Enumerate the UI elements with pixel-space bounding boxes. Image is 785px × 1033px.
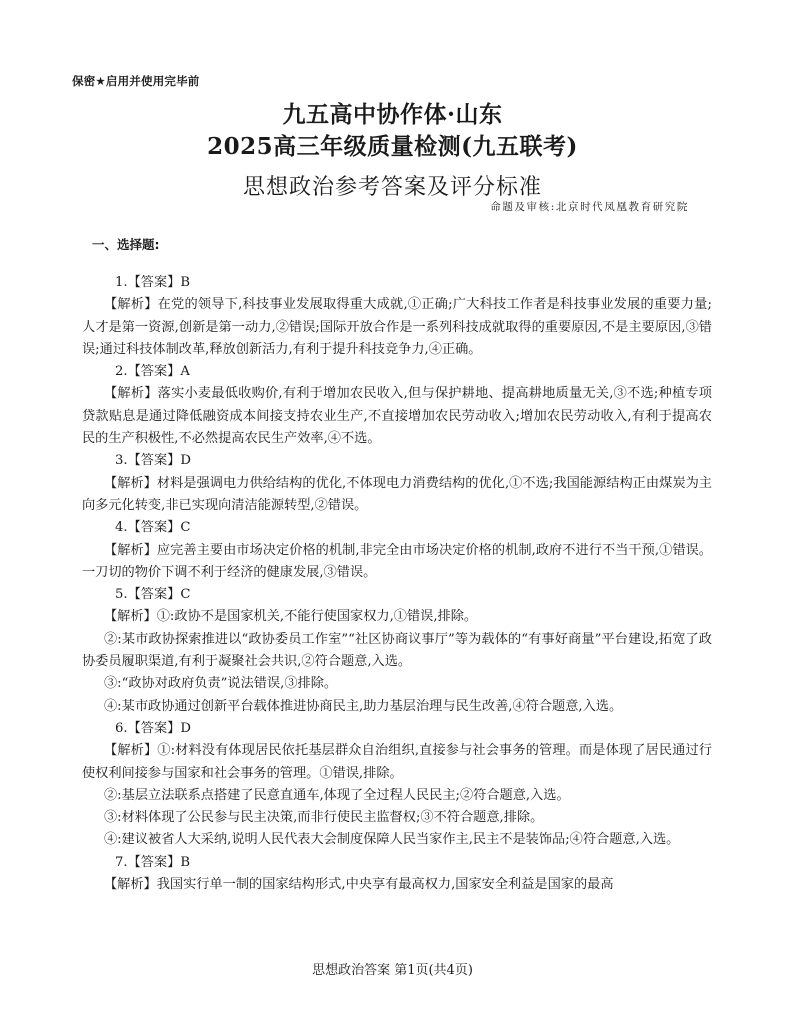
analysis-paragraph: 【解析】在党的领导下,科技事业发展取得重大成就,①正确;广大科技工作者是科技事业发展的重要力量;人才是第一资源,创新是第一动力,②错误;国际开放合作是一系列科技成就取得的重要原因,不是主要原因,③错误;通过科技体制改革,释放创新活力,有利于提升科技竞争力,④正确。: [82, 297, 712, 357]
analysis-item: ③:“政协对政府负责”说法错误,③排除。: [104, 676, 338, 692]
answer-line: 5.【答案】C: [115, 587, 191, 603]
confidential-label: 保密★启用并使用完毕前: [72, 74, 200, 88]
question-block: [82, 450, 712, 517]
answer-line: 6.【答案】D: [115, 720, 191, 736]
editor-credit: 命题及审核:北京时代凤凰教育研究院: [490, 201, 689, 213]
analysis-paragraph: 【解析】①:材料没有体现居民依托基层群众自治组织,直接参与社会事务的管理。而是体现了居民通过行使权利间接参与国家和社会事务的管理。①错误,排除。: [82, 743, 712, 781]
title-subject: 思想政治参考答案及评分标准: [242, 175, 542, 200]
analysis-item: ④:某市政协通过创新平台载体推进协商民主,助力基层治理与民生改善,④符合题意,入选。: [104, 698, 623, 714]
analysis-item: ②:某市政协探索推进以“政协委员工作室”“社区协商议事厅”等为载体的“有事好商量”平台建设,拓宽了政协委员履职渠道,有利于凝聚社会共识,②符合题意,入选。: [82, 631, 712, 670]
title-organization: 九五高中协作体·山东: [282, 101, 503, 128]
answer-line: 4.【答案】C: [115, 520, 191, 536]
answer-line: 7.【答案】B: [115, 854, 191, 870]
section-heading: 一、选择题:: [92, 237, 160, 252]
analysis-paragraph: 【解析】应完善主要由市场决定价格的机制,非完全由市场决定价格的机制,政府不进行不当干预,①错误。一刀切的物价下调不利于经济的健康发展,③错误。: [82, 542, 712, 580]
question-block: [82, 718, 712, 852]
question-block: [82, 272, 712, 361]
analysis-paragraph: 【解析】落实小麦最低收购价,有利于增加农民收入,但与保护耕地、提高耕地质量无关,③不选;种植专项贷款贴息是通过降低融资成本间接支持农业生产,不直接增加农民劳动收入;增加农民劳动收入,有利于提高农民的生产积极性,不必然提高农民生产效率,④不选。: [82, 386, 712, 447]
analysis-item: ②:基层立法联系点搭建了民意直通车,体现了全过程人民民主;②符合题意,入选。: [104, 787, 570, 803]
question-block: [82, 584, 712, 718]
analysis-paragraph: 【解析】材料是强调电力供给结构的优化,不体现电力消费结构的优化,①不选;我国能源结构正由煤炭为主向多元化转变,非已实现向清洁能源转型,②错误。: [82, 475, 712, 513]
question-block: [82, 852, 712, 897]
analysis-item: ④:建议被省人大采纳,说明人民代表大会制度保障人民当家作主,民主不是装饰品;④符合题意,入选。: [104, 832, 680, 848]
page-footer: 思想政治答案 第1页(共4页): [312, 963, 473, 978]
answer-line: 3.【答案】D: [115, 453, 191, 469]
question-block: [82, 517, 712, 584]
answer-line: 1.【答案】B: [115, 275, 191, 290]
title-exam: 2025高三年级质量检测(九五联考): [207, 133, 578, 160]
analysis-paragraph: 【解析】①:政协不是国家机关,不能行使国家权力,①错误,排除。: [104, 609, 478, 625]
question-block: [82, 361, 712, 450]
analysis-item: ③:材料体现了公民参与民主决策,而非行使民主监督权;③不符合题意,排除。: [104, 810, 544, 826]
answer-list: [82, 272, 712, 896]
analysis-paragraph: 【解析】我国实行单一制的国家结构形式,中央享有最高权力,国家安全利益是国家的最高: [104, 877, 614, 893]
answer-line: 2.【答案】A: [115, 364, 190, 380]
